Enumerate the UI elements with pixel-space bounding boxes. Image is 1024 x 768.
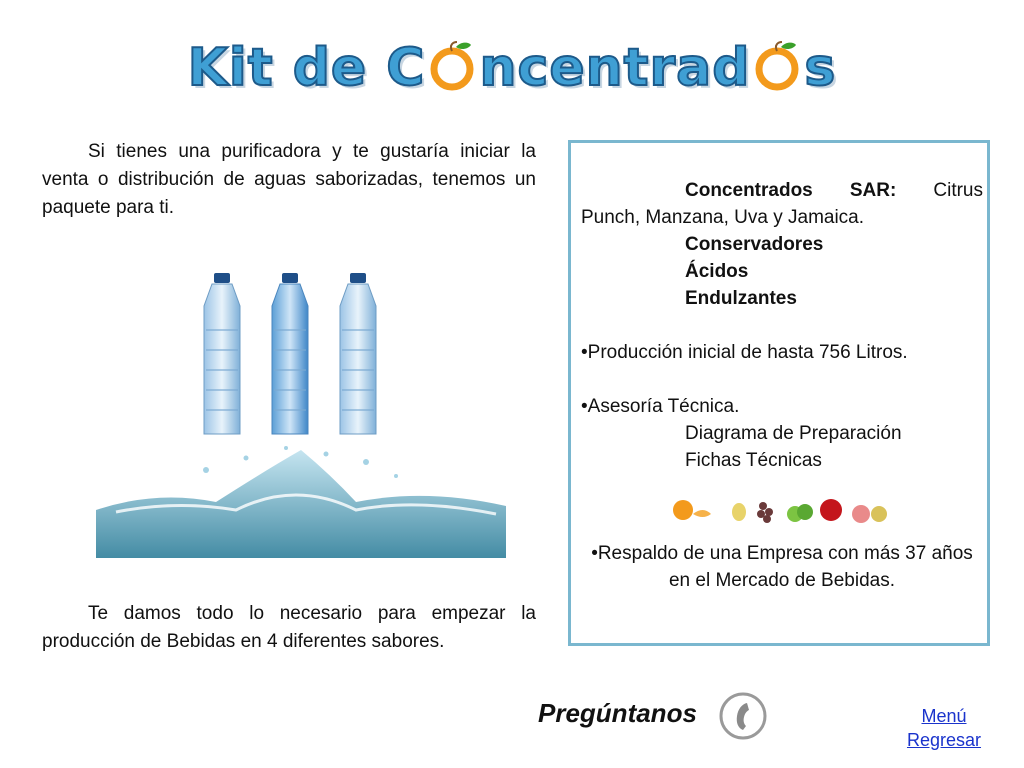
- page-title: [0, 38, 1024, 110]
- title-part-2: ncentrad: [479, 38, 751, 98]
- asesoria-line: •Asesoría Técnica.: [581, 396, 740, 417]
- phone-icon[interactable]: [717, 690, 769, 742]
- orange-o-icon: [427, 39, 477, 91]
- water-splash-image: [96, 440, 506, 558]
- respaldo-line: •Respaldo de una Empresa con más 37 años en el Mercado de Bebidas.: [591, 543, 973, 591]
- orange-o-icon: [752, 39, 802, 91]
- title-part-3: s: [804, 38, 837, 98]
- kit-contents-box: [568, 140, 990, 646]
- item-endulzantes: Endulzantes: [685, 288, 797, 309]
- concentrados-text: Citrus Punch, Manzana, Uva y Jamaica.: [581, 180, 983, 228]
- back-link[interactable]: Regresar: [906, 730, 982, 750]
- produccion-line: •Producción inicial de hasta 756 Litros.: [581, 342, 908, 363]
- item-acidos: Ácidos: [685, 261, 749, 282]
- concentrados-line: [581, 177, 983, 231]
- sub-item-fichas: Fichas Técnicas: [685, 450, 822, 471]
- outro-paragraph: Te damos todo lo necesario para empezar la producción de Bebidas en 4 diferentes sabores.: [42, 603, 536, 652]
- item-conservadores: Conservadores: [685, 234, 824, 255]
- intro-paragraph: Si tienes una purificadora y te gustaría iniciar la venta o distribución de aguas saborizadas, tenemos un paquete para ti.: [42, 141, 536, 218]
- concentrados-label: Concentrados SAR:: [685, 180, 897, 201]
- menu-link[interactable]: Menú: [921, 706, 967, 726]
- fruits-image: [671, 492, 891, 526]
- nav-links: [896, 704, 992, 752]
- title-part-1: Kit de C: [187, 38, 426, 98]
- water-bottles-image: [190, 270, 390, 440]
- ask-us-label: Pregúntanos: [538, 698, 697, 728]
- sub-item-diagrama: Diagrama de Preparación: [685, 423, 902, 444]
